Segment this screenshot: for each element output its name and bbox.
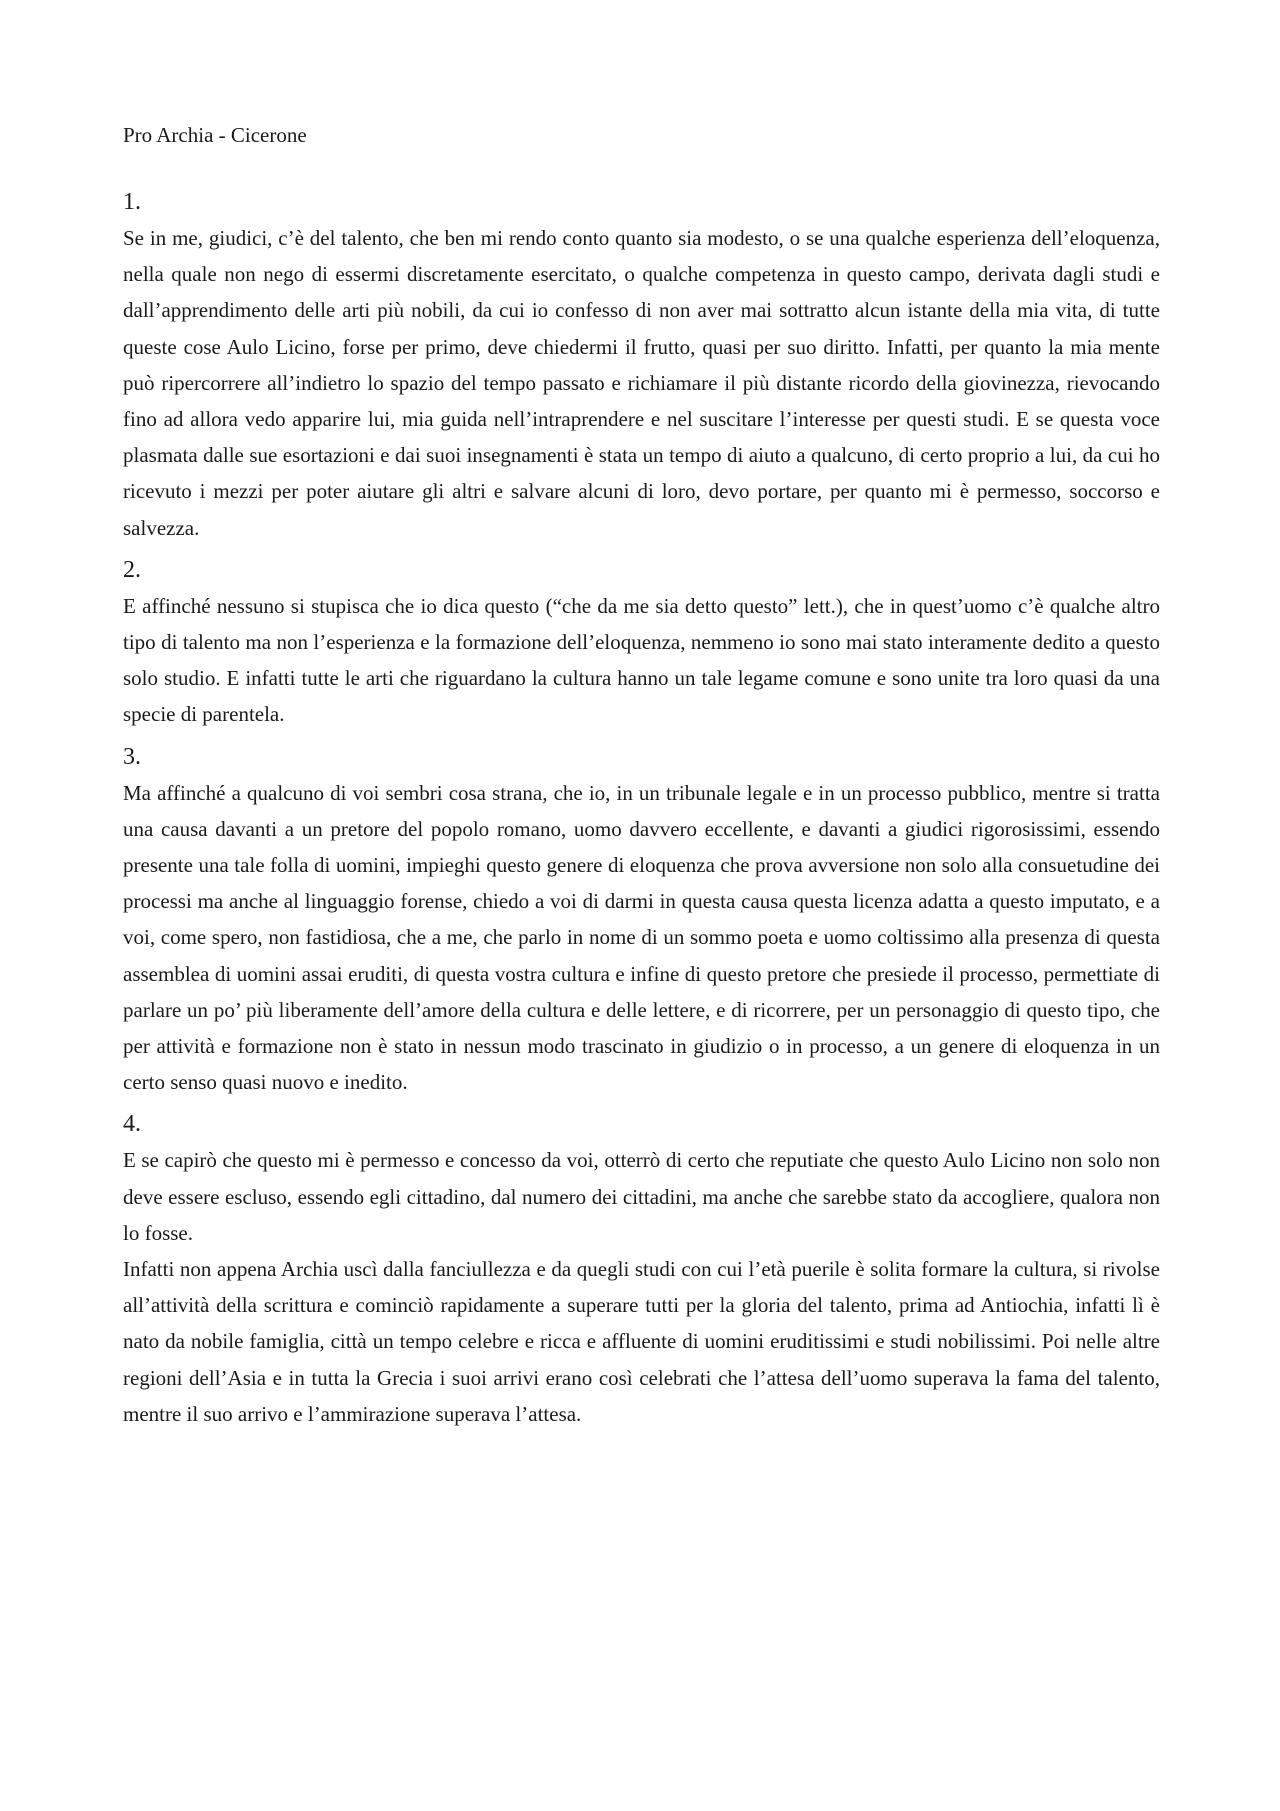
section-4 bbox=[123, 1106, 1160, 1432]
section-paragraph: E se capirò che questo mi è permesso e concesso da voi, otterrò di certo che reputiate che questo Aulo Licino non solo non deve essere escluso, essendo egli cittadino, dal numero dei cittadini, ma anche che sarebbe stato da accogliere, qualora non lo fosse. bbox=[123, 1148, 1160, 1245]
section-paragraph: E affinché nessuno si stupisca che io dica questo (“che da me sia detto questo” lett.), che in quest’uomo c’è qualche altro tipo di talento ma non l’esperienza e la formazione dell’eloquenza, nemmeno io sono mai stato interamente dedito a questo solo studio. E infatti tutte le arti che riguardano la cultura hanno un tale legame comune e sono unite tra loro quasi da una specie di parentela. bbox=[123, 593, 1160, 727]
section-number: 1. bbox=[123, 189, 141, 215]
section-paragraph: Se in me, giudici, c’è del talento, che ben mi rendo conto quanto sia modesto, o se una qualche esperienza dell’eloquenza, nella quale non nego di essermi discretamente esercitato, o qualche competenza in questo campo, derivata dagli studi e dall’apprendimento delle arti più nobili, da cui io confesso di non aver mai sottratto alcun istante della mia vita, di tutte queste cose Aulo Licino, forse per primo, deve chiedermi il frutto, quasi per suo diritto. Infatti, per quanto la mia mente può ripercorrere all’indietro lo spazio del tempo passato e richiamare il più distante ricordo della giovinezza, rievocando fino ad allora vedo apparire lui, mia guida nell’intraprendere e nel suscitare l’interesse per questi studi. E se questa voce plasmata dalle sue esortazioni e dai suoi insegnamenti è stata un tempo di aiuto a qualcuno, di certo proprio a lui, da cui ho ricevuto i mezzi per poter aiutare gli altri e salvare alcuni di loro, devo portare, per quanto mi è permesso, soccorso e salvezza. bbox=[123, 226, 1160, 540]
section-3 bbox=[123, 739, 1160, 1101]
section-number: 2. bbox=[123, 556, 141, 583]
section-2 bbox=[123, 552, 1160, 733]
document-page bbox=[123, 118, 1160, 1438]
section-paragraph: Infatti non appena Archia uscì dalla fanciullezza e da quegli studi con cui l’età puerile è solita formare la cultura, si rivolse all’attività della scrittura e cominciò rapidamente a superare tutti per la gloria del talento, prima ad Antiochia, infatti lì è nato da nobile famiglia, città un tempo celebre e ricca e affluente di uomini eruditissimi e studi nobilissimi. Poi nelle altre regioni dell’Asia e in tutta la Grecia i suoi arrivi erano così celebrati che l’attesa dell’uomo superava la fama del talento, mentre il suo arrivo e l’ammirazione superava l’attesa. bbox=[123, 1257, 1160, 1426]
section-paragraph: Ma affinché a qualcuno di voi sembri cosa strana, che io, in un tribunale legale e in un processo pubblico, mentre si tratta una causa davanti a un pretore del popolo romano, uomo davvero eccellente, e davanti a giudici rigorosissimi, essendo presente una tale folla di uomini, impieghi questo genere di eloquenza che prova avversione non solo alla consuetudine dei processi ma anche al linguaggio forense, chiedo a voi di darmi in questa causa questa licenza adatta a questo imputato, e a voi, come spero, non fastidiosa, che a me, che parlo in nome di un sommo poeta e uomo coltissimo alla presenza di questa assemblea di uomini assai eruditi, di questa vostra cultura e infine di questo pretore che presiede il processo, permettiate di parlare un po’ più liberamente dell’amore della cultura e delle lettere, e di ricorrere, per un personaggio di questo tipo, che per attività e formazione non è stato in nessun modo trascinato in giudizio o in processo, a un genere di eloquenza in un certo senso quasi nuovo e inedito. bbox=[123, 780, 1160, 1095]
section-number: 3. bbox=[123, 743, 141, 770]
section-1 bbox=[123, 184, 1160, 546]
section-number: 4. bbox=[123, 1111, 141, 1138]
document-title: Pro Archia - Cicerone bbox=[123, 123, 307, 147]
